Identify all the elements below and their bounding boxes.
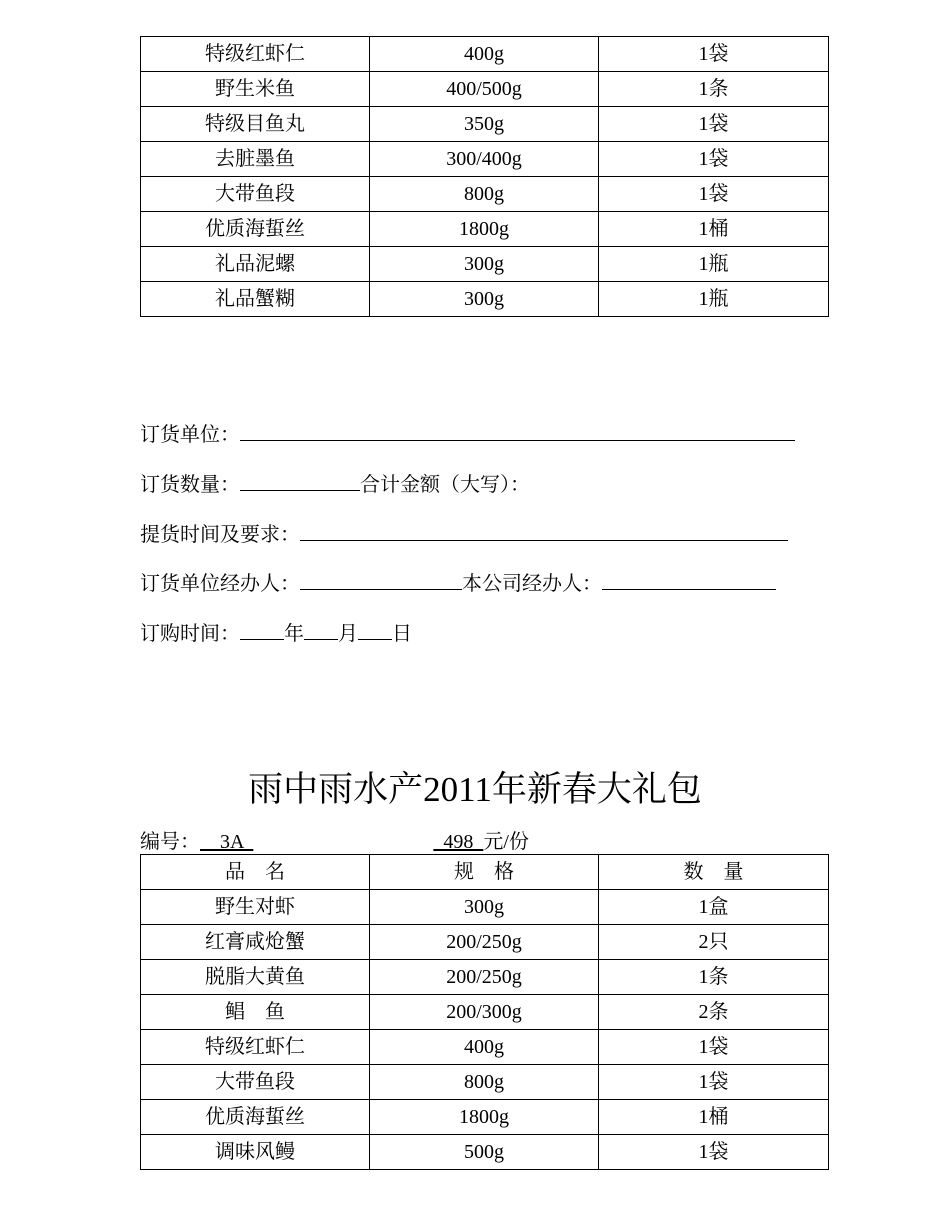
item-qty: 1袋 — [599, 1135, 829, 1170]
header-name: 品 名 — [141, 855, 370, 890]
item-name: 脱脂大黄鱼 — [141, 960, 370, 995]
pickup-line — [140, 518, 788, 548]
item-spec: 300g — [370, 247, 599, 282]
package-code-line — [140, 828, 840, 856]
item-name: 特级红虾仁 — [141, 1030, 370, 1065]
item-qty: 1袋 — [599, 142, 829, 177]
day-label: 日 — [392, 623, 412, 645]
price-unit: 元/份 — [483, 831, 529, 853]
item-spec: 200/250g — [370, 960, 599, 995]
company-agent-label: 本公司经办人： — [462, 573, 602, 595]
item-name: 红膏咸炝蟹 — [141, 925, 370, 960]
year-blank[interactable] — [240, 617, 284, 640]
table-row — [141, 37, 829, 72]
item-name: 野生米鱼 — [141, 72, 370, 107]
order-agent-label: 订货单位经办人： — [140, 573, 300, 595]
order-time-label: 订购时间： — [140, 623, 240, 645]
header-spec: 规 格 — [370, 855, 599, 890]
header-qty: 数 量 — [599, 855, 829, 890]
item-name: 去脏墨鱼 — [141, 142, 370, 177]
table-row — [141, 72, 829, 107]
total-amount-label: 合计金额（大写）： — [360, 474, 530, 496]
item-spec: 200/250g — [370, 925, 599, 960]
order-unit-line — [140, 418, 795, 448]
table-row — [141, 1065, 829, 1100]
table-row — [141, 177, 829, 212]
item-name: 鲳 鱼 — [141, 995, 370, 1030]
month-label: 月 — [338, 623, 358, 645]
item-name: 优质海蜇丝 — [141, 212, 370, 247]
table-header-row — [141, 855, 829, 890]
item-spec: 300/400g — [370, 142, 599, 177]
item-spec: 400g — [370, 37, 599, 72]
item-spec: 500g — [370, 1135, 599, 1170]
table-row — [141, 282, 829, 317]
item-qty: 1袋 — [599, 37, 829, 72]
order-time-line — [140, 617, 412, 647]
agent-line — [140, 567, 776, 597]
item-name: 礼品蟹糊 — [141, 282, 370, 317]
table-row — [141, 925, 829, 960]
item-name: 特级红虾仁 — [141, 37, 370, 72]
price-value: 498 — [433, 831, 484, 853]
gift-package-table — [140, 854, 829, 1170]
item-name: 优质海蜇丝 — [141, 1100, 370, 1135]
day-blank[interactable] — [358, 617, 392, 640]
pickup-blank[interactable] — [300, 518, 788, 541]
item-name: 大带鱼段 — [141, 177, 370, 212]
table-row — [141, 1030, 829, 1065]
item-name: 特级目鱼丸 — [141, 107, 370, 142]
code-value: 3A — [200, 831, 254, 853]
order-qty-blank[interactable] — [240, 468, 360, 491]
item-name: 野生对虾 — [141, 890, 370, 925]
item-name: 调味风鳗 — [141, 1135, 370, 1170]
code-label: 编号： — [140, 831, 200, 853]
item-spec: 350g — [370, 107, 599, 142]
table-row — [141, 247, 829, 282]
order-agent-blank[interactable] — [300, 567, 462, 590]
table-row — [141, 960, 829, 995]
item-spec: 1800g — [370, 212, 599, 247]
table-row — [141, 212, 829, 247]
item-spec: 200/300g — [370, 995, 599, 1030]
package-title: 雨中雨水产2011年新春大礼包 — [248, 770, 702, 809]
item-qty: 2只 — [599, 925, 829, 960]
item-qty: 1袋 — [599, 1030, 829, 1065]
order-unit-label: 订货单位： — [140, 424, 240, 446]
item-spec: 800g — [370, 1065, 599, 1100]
item-qty: 1桶 — [599, 212, 829, 247]
item-qty: 1盒 — [599, 890, 829, 925]
item-spec: 1800g — [370, 1100, 599, 1135]
pickup-label: 提货时间及要求： — [140, 524, 300, 546]
order-qty-label: 订货数量： — [140, 474, 240, 496]
item-qty: 2条 — [599, 995, 829, 1030]
month-blank[interactable] — [304, 617, 338, 640]
item-qty: 1瓶 — [599, 282, 829, 317]
order-qty-line — [140, 468, 530, 498]
item-qty: 1袋 — [599, 177, 829, 212]
year-label: 年 — [284, 623, 304, 645]
table-row — [141, 1135, 829, 1170]
item-spec: 400/500g — [370, 72, 599, 107]
table-row — [141, 1100, 829, 1135]
table-row — [141, 995, 829, 1030]
company-agent-blank[interactable] — [602, 567, 776, 590]
order-unit-blank[interactable] — [240, 418, 795, 441]
item-name: 大带鱼段 — [141, 1065, 370, 1100]
item-name: 礼品泥螺 — [141, 247, 370, 282]
item-qty: 1袋 — [599, 1065, 829, 1100]
table-row — [141, 890, 829, 925]
item-qty: 1桶 — [599, 1100, 829, 1135]
item-qty: 1条 — [599, 72, 829, 107]
item-spec: 300g — [370, 282, 599, 317]
item-spec: 400g — [370, 1030, 599, 1065]
item-qty: 1袋 — [599, 107, 829, 142]
table-row — [141, 107, 829, 142]
table-row — [141, 142, 829, 177]
item-qty: 1瓶 — [599, 247, 829, 282]
item-spec: 300g — [370, 890, 599, 925]
product-table-continued — [140, 36, 829, 317]
item-qty: 1条 — [599, 960, 829, 995]
item-spec: 800g — [370, 177, 599, 212]
